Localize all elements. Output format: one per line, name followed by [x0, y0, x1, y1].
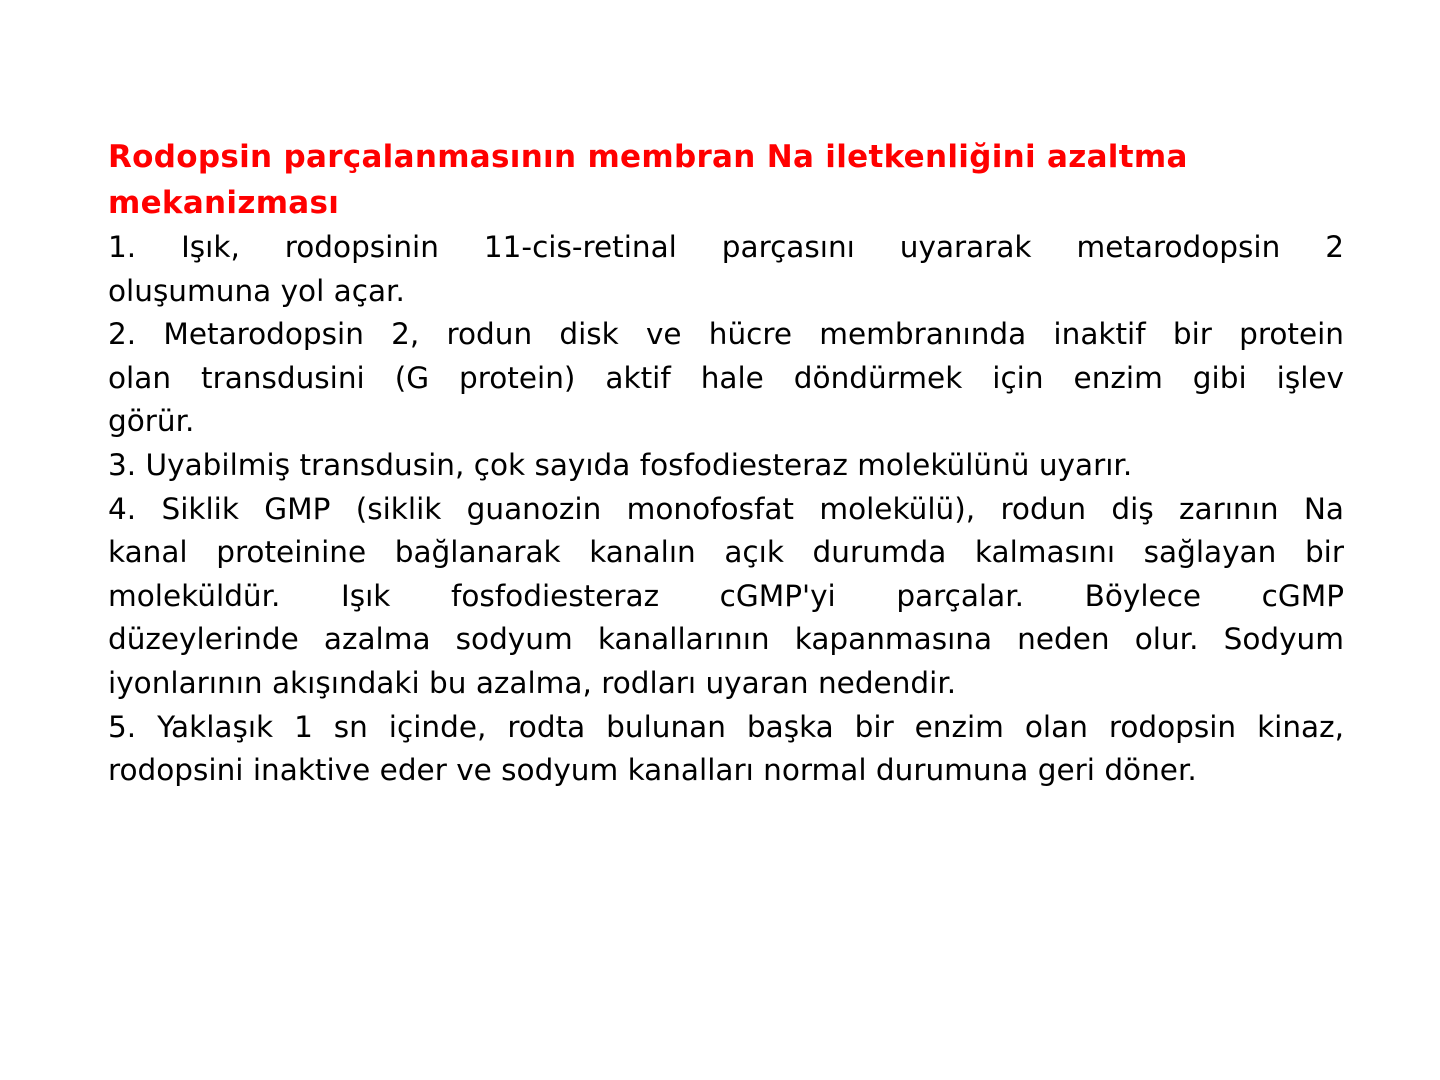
body-line: iyonlarının akışındaki bu azalma, rodları uyaran nedendir. [108, 665, 957, 700]
title-line: Rodopsin parçalanmasının membran Na iletkenliğini azaltma [108, 139, 1188, 175]
slide-title [108, 134, 1344, 226]
slide-body [108, 226, 1344, 793]
body-line: kanal proteinine bağlanarak kanalın açık durumda kalmasını sağlayan bir [108, 535, 1344, 570]
body-line: olan transdusini (G protein) aktif hale döndürmek için enzim gibi işlev [108, 360, 1344, 395]
body-line: moleküldür. Işık fosfodiesteraz cGMP'yi parçalar. Böylece cGMP [108, 578, 1344, 613]
body-line: düzeylerinde azalma sodyum kanallarının kapanmasına neden olur. Sodyum [108, 622, 1344, 657]
slide [108, 134, 1344, 793]
body-line: 1. Işık, rodopsinin 11-cis-retinal parçasını uyararak metarodopsin 2 [108, 230, 1344, 264]
body-line: oluşumuna yol açar. [108, 273, 405, 308]
title-line: mekanizması [108, 185, 340, 221]
body-line: 5. Yaklaşık 1 sn içinde, rodta bulunan başka bir enzim olan rodopsin kinaz, [108, 709, 1344, 744]
body-line: rodopsini inaktive eder ve sodyum kanalları normal durumuna geri döner. [108, 753, 1197, 788]
body-line: 3. Uyabilmiş transdusin, çok sayıda fosfodiesteraz molekülünü uyarır. [108, 447, 1133, 482]
body-line: görür. [108, 404, 195, 439]
body-line: 4. Siklik GMP (siklik guanozin monofosfat molekülü), rodun diş zarının Na [108, 491, 1344, 526]
body-line: 2. Metarodopsin 2, rodun disk ve hücre membranında inaktif bir protein [108, 317, 1344, 352]
